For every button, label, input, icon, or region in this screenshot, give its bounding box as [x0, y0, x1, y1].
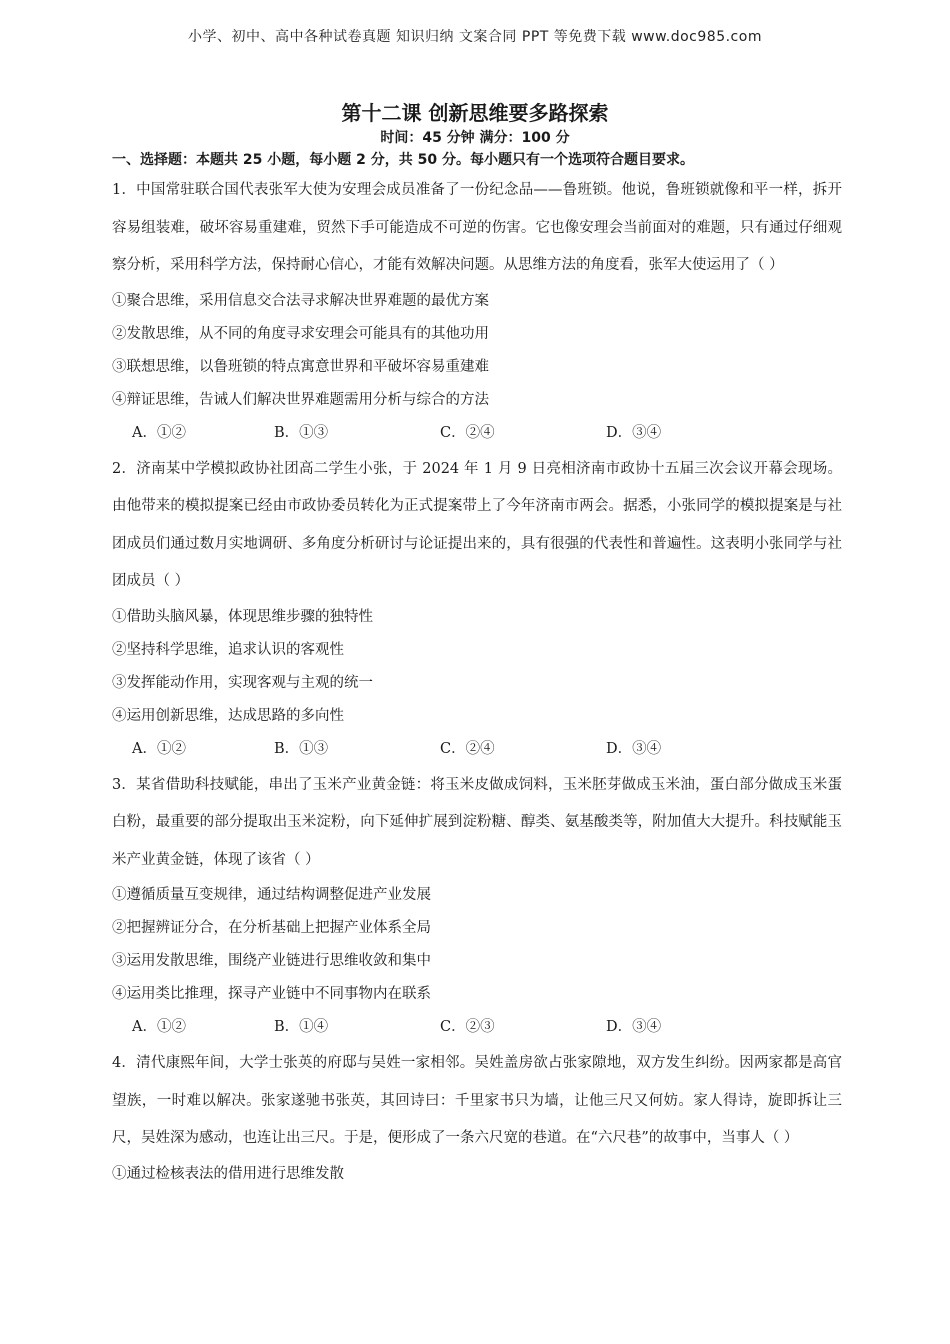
- question-3: [112, 767, 842, 1045]
- answer-a: A．①②: [132, 740, 186, 757]
- site-banner: 小学、初中、高中各种试卷真题 知识归纳 文案合同 PPT 等免费下载 www.doc985.com: [188, 29, 762, 45]
- option-1: ①借助头脑风暴，体现思维步骤的独特性: [112, 608, 373, 625]
- exam-info: 时间：45 分钟 满分：100 分: [380, 130, 570, 146]
- answer-d: D．③④: [606, 424, 662, 441]
- question-stem: 4．清代康熙年间，大学士张英的府邸与吴姓一家相邻。吴姓盖房欲占张家隙地，双方发生纠纷。因两家都是高官望族，一时难以解决。张家遂驰书张英，其回诗曰：千里家书只为墙，让他三尺又何妨。家人得诗，旋即拆让三尺，吴姓深为感动，也连让出三尺。于是，便形成了一条六尺宽的巷道。在“六尺巷”的故事中，当事人（ ）: [112, 1055, 842, 1146]
- answer-b: B．①③: [274, 740, 329, 757]
- option-4: ④运用类比推理，探寻产业链中不同事物内在联系: [112, 986, 431, 1002]
- answer-d: D．③④: [606, 1019, 662, 1035]
- question-2: [112, 451, 842, 766]
- option-2: ②发散思维，从不同的角度寻求安理会可能具有的其他功用: [112, 325, 489, 342]
- question-stem: 1．中国常驻联合国代表张军大使为安理会成员准备了一份纪念品——鲁班锁。他说，鲁班锁就像和平一样，拆开容易组装难，破坏容易重建难，贸然下手可能造成不可逆的伤害。它也像安理会当前面对的难题，只有通过仔细观察分析，采用科学方法，保持耐心信心，才能有效解决问题。从思维方法的角度看，张军大使运用了（ ）: [112, 182, 842, 273]
- answer-c: C．②③: [440, 1019, 495, 1035]
- option-3: ③运用发散思维，围绕产业链进行思维收敛和集中: [112, 953, 431, 969]
- answer-b: B．①④: [274, 1019, 329, 1035]
- answer-a: A．①②: [132, 1019, 186, 1035]
- lesson-title: 第十二课 创新思维要多路探索: [341, 101, 609, 125]
- option-3: ③联想思维，以鲁班锁的特点寓意世界和平破坏容易重建难: [112, 358, 489, 375]
- question-1: [112, 172, 842, 450]
- question-stem: 3．某省借助科技赋能，串出了玉米产业黄金链：将玉米皮做成饲料，玉米胚芽做成玉米油，蛋白部分做成玉米蛋白粉，最重要的部分提取出玉米淀粉，向下延伸扩展到淀粉糖、醇类、氨基酸类等，附加值大大提升。科技赋能玉米产业黄金链，体现了该省（ ）: [112, 776, 842, 868]
- answer-b: B．①③: [274, 424, 329, 441]
- question-stem: 2．济南某中学模拟政协社团高二学生小张，于 2024 年 1 月 9 日亮相济南市政协十五届三次会议开幕会现场。由他带来的模拟提案已经由市政协委员转化为正式提案带上了今年济南市两会。据悉，小张同学的模拟提案是与社团成员们通过数月实地调研、多角度分析研讨与论证提出来的，具有很强的代表性和普遍性。这表明小张同学与社团成员（ ）: [112, 460, 842, 589]
- answer-c: C．②④: [440, 424, 495, 441]
- option-2: ②把握辨证分合，在分析基础上把握产业体系全局: [112, 920, 431, 936]
- answer-choices: [112, 733, 842, 766]
- option-2: ②坚持科学思维，追求认识的客观性: [112, 641, 344, 658]
- answer-choices: [112, 1011, 842, 1044]
- answer-choices: [112, 417, 842, 450]
- answer-c: C．②④: [440, 740, 495, 757]
- answer-d: D．③④: [606, 740, 662, 757]
- question-4: [112, 1045, 842, 1191]
- section-heading: 一、选择题：本题共 25 小题，每小题 2 分，共 50 分。每小题只有一个选项符合题目要求。: [112, 152, 694, 168]
- option-3: ③发挥能动作用，实现客观与主观的统一: [112, 674, 373, 691]
- option-1: ①通过检核表法的借用进行思维发散: [112, 1165, 344, 1182]
- answer-a: A．①②: [132, 424, 186, 441]
- option-1: ①遵循质量互变规律，通过结构调整促进产业发展: [112, 887, 431, 903]
- option-1: ①聚合思维，采用信息交合法寻求解决世界难题的最优方案: [112, 292, 489, 309]
- option-4: ④运用创新思维，达成思路的多向性: [112, 707, 344, 724]
- option-4: ④辩证思维，告诫人们解决世界难题需用分析与综合的方法: [112, 391, 489, 408]
- exam-content: [112, 148, 842, 1191]
